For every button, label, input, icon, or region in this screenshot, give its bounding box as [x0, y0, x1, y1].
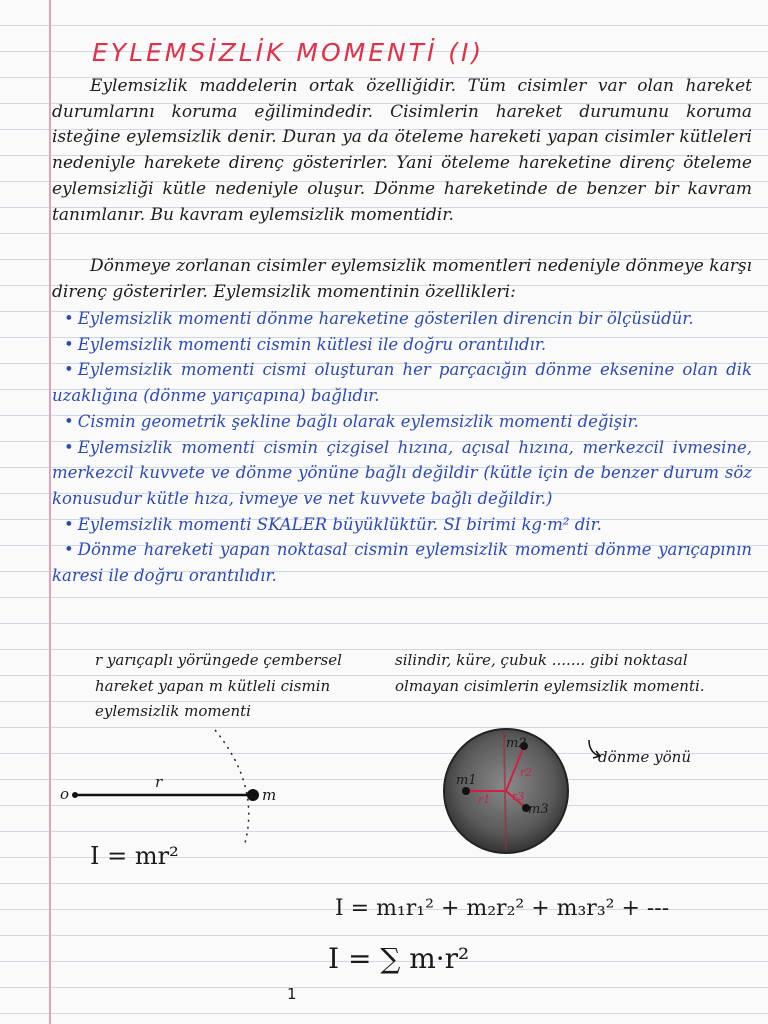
mass-point: [247, 789, 259, 801]
mass-label-m1: m1: [456, 773, 477, 788]
list-item: • Eylemsizlik momenti cismin çizgisel hızına, açısal hızına, merkezcil ivmesine, merkezcil kuvvete ve dönme yönüne bağlı değildir (kütle için de benzer durum söz konusudur kütle hıza, ivmeye ve net kuvvete bağlı değildir.): [52, 437, 752, 508]
origin-label: o: [60, 785, 70, 803]
list-item: • Eylemsizlik momenti cismin kütlesi ile doğru orantılıdır.: [64, 334, 547, 354]
list-item: • Eylemsizlik momenti dönme hareketine gösterilen direncin bir ölçüsüdür.: [64, 309, 694, 328]
radius-label: r: [155, 773, 163, 791]
page-number: 1: [287, 985, 297, 1003]
page-margin-line: [49, 0, 51, 1024]
mass-label-m3: m3: [528, 802, 549, 817]
list-item: • Dönme hareketi yapan noktasal cismin eylemsizlik momenti dönme yarıçapının karesi ile doğru orantılıdır.: [52, 540, 752, 586]
list-item: • Cismin geometrik şekline bağlı olarak eylemsizlik momenti değişir.: [64, 411, 639, 431]
list-item: • Eylemsizlik momenti SKALER büyüklüktür. SI birimi kg·m² dir.: [64, 514, 602, 534]
rotation-direction-label: dönme yönü: [598, 748, 691, 766]
mass-m1: [462, 787, 470, 795]
extended-body-note: silindir, küre, çubuk ....... gibi noktasal olmayan cisimlerin eylemsizlik momenti.: [395, 651, 705, 695]
point-mass-note: r yarıçaplı yörüngede çembersel hareket yapan m kütleli cismin eylemsizlik momenti: [95, 651, 342, 720]
radius-label-r2: r2: [520, 766, 533, 779]
page-title: EYLEMSİZLİK MOMENTİ (I): [92, 38, 485, 67]
formula-summation: I = ∑ m·r²: [328, 942, 470, 975]
point-mass-diagram: [55, 725, 295, 845]
formula-expanded-sum: I = m₁r₁² + m₂r₂² + m₃r₃² + ---: [335, 896, 670, 921]
origin-point: [72, 792, 78, 798]
mass-label: m: [262, 786, 277, 804]
list-item: • Eylemsizlik momenti cismi oluşturan her parçacığın dönme eksenine olan dik uzaklığına (dönme yarıçapına) bağlıdır.: [52, 360, 752, 406]
radius-label-r1: r1: [478, 793, 491, 806]
formula-point-mass: I = mr²: [90, 842, 179, 870]
properties-intro-paragraph: Dönmeye zorlanan cisimler eylemsizlik momentleri nedeniyle dönmeye karşı direnç gösterirler. Eylemsizlik momentinin özellikleri:: [52, 256, 752, 302]
intro-paragraph: Eylemsizlik maddelerin ortak özelliğidir. Tüm cisimler var olan hareket durumlarını koruma eğilimindedir. Cisimlerin hareket durumunu koruma isteğine eylemsizlik denir. Duran ya da öteleme hareketi yapan cisimler kütleleri nedeniyle harekete direnç gösterirler. Yani öteleme hareketine direnç öteleme eylemsizliği kütle nedeniyle oluşur. Dönme hareketinde de benzer bir kavram tanımlanır. Bu kavram eylemsizlik momentidir.: [52, 76, 752, 225]
radius-label-r3: r3: [512, 790, 525, 803]
properties-list: [52, 306, 752, 589]
orbit-arc: [215, 730, 249, 843]
mass-label-m2: m2: [506, 736, 527, 751]
